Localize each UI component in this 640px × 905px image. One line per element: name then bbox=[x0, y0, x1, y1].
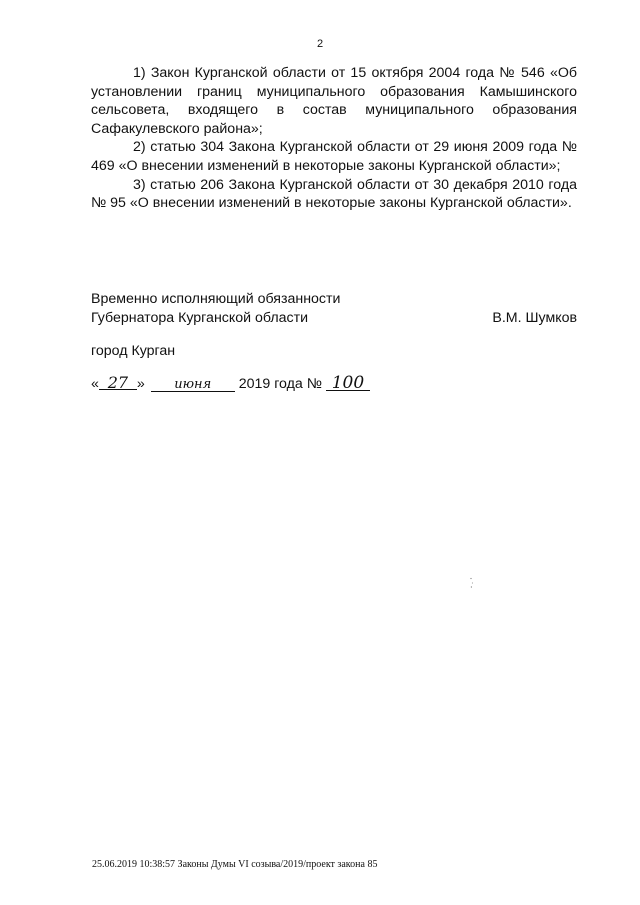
date-open-quote: « bbox=[91, 376, 99, 392]
handwritten-number: 100 bbox=[326, 377, 370, 391]
city-name: город Курган bbox=[91, 343, 176, 359]
law-item-1: 1) Закон Курганской области от 15 октября 2004 года № 546 «Об установлении границ муниципального образования Камышинского сельсовета, входящего в состав муниципального образования Сафакулевского района»; bbox=[91, 65, 577, 137]
law-item-2: 2) статью 304 Закона Курганской области от 29 июня 2009 года № 469 «О внесении изменений в некоторые законы Курганской области»; bbox=[91, 139, 577, 174]
signatory-title-line1: Временно исполняющий обязанности bbox=[91, 291, 341, 307]
signature-block bbox=[91, 290, 577, 328]
date-close-quote: » bbox=[136, 376, 145, 392]
signatory-row bbox=[91, 309, 577, 328]
footer-file-path: 25.06.2019 10:38:57 Законы Думы VI созыва/2019/проект закона 85 bbox=[92, 859, 378, 870]
page-number: 2 bbox=[316, 38, 324, 50]
law-list bbox=[91, 64, 577, 213]
year-text: 2019 года № bbox=[238, 376, 322, 392]
signatory-title-line2: Губернатора Курганской области bbox=[91, 310, 309, 326]
handwritten-day: 27 bbox=[99, 376, 137, 390]
signatory-name: В.М. Шумков bbox=[492, 310, 577, 326]
date-number-line bbox=[91, 373, 370, 393]
handwritten-month: июня bbox=[151, 378, 235, 392]
scan-specks bbox=[470, 577, 474, 589]
law-item-3: 3) статью 206 Закона Курганской области от 30 декабря 2010 года № 95 «О внесении изменений в некоторые законы Курганской области». bbox=[91, 176, 577, 212]
